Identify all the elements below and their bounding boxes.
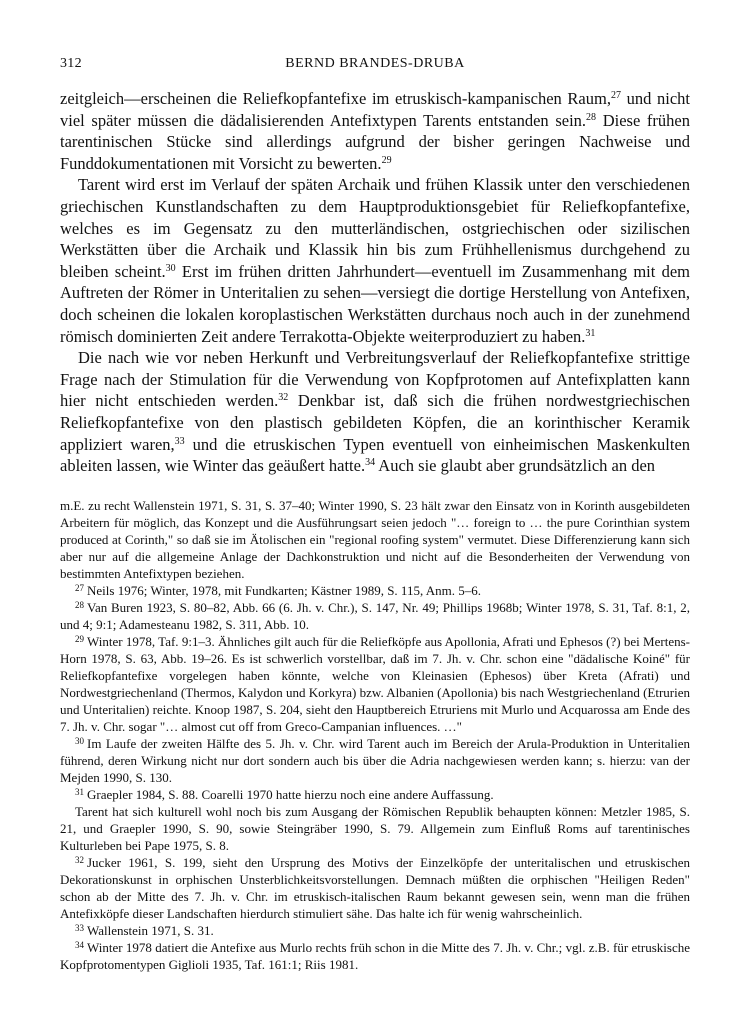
footnote-reference[interactable]: 28 [586, 111, 597, 123]
body-text-run: Auch sie glaubt aber grundsätzlich an den [375, 456, 656, 476]
footnote-number: 33 [75, 922, 84, 933]
body-text-run: Erst im frühen dritten Jahrhundert—eventuell im Zusammenhang mit dem Auftreten der Römer in Unteritalien zu sehen—versiegt die dortige Herstellung von Antefixen, doch scheinen die lokalen koroplastischen Werkstätten durchaus noch auch in der zunehmend römisch dominierten Zeit andere Terrakotta-Objekte weiterproduziert zu haben. [60, 261, 690, 346]
footnote-reference[interactable]: 33 [174, 435, 185, 447]
body-paragraph [60, 174, 690, 347]
body-text-run: zeitgleich—erscheinen die Reliefkopfantefixe im etruskisch-kampanischen Raum, [60, 89, 611, 108]
running-head [60, 56, 690, 80]
body-text-run: und nicht viel später müssen die dädalisierenden Antefixtypen Tarents entstanden sein. [60, 89, 690, 130]
footnote-text: Van Buren 1923, S. 80–82, Abb. 66 (6. Jh. v. Chr.), S. 147, Nr. 49; Phillips 1968b; Winter 1978, S. 31, Taf. 8:1, 2, und 4; 9:1; Adamesteanu 1982, S. 311, Abb. 10. [60, 599, 690, 632]
footnote-number: 27 [75, 582, 84, 593]
running-title-author: BERND BRANDES-DRUBA [285, 56, 465, 71]
footnote-reference[interactable]: 32 [278, 392, 289, 404]
footnote-reference[interactable]: 27 [610, 90, 621, 101]
footnote-reference[interactable]: 34 [365, 457, 376, 469]
footnote-number: 28 [75, 599, 84, 610]
footnote [60, 599, 690, 633]
footnote [60, 633, 690, 735]
footnote-reference[interactable]: 30 [165, 262, 176, 274]
body-text [60, 88, 690, 477]
footnote-number: 34 [75, 939, 84, 950]
footnote-number: 31 [75, 786, 84, 797]
footnote-text: Jucker 1961, S. 199, sieht den Ursprung des Motivs der Einzelköpfe der unteritalischen und etruskischen Dekorationskunst in orphischen Unsterblichkeitsvorstellungen. Demnach müßten die orphischen "Heiligen Reden" schon ab der Mitte des 7. Jh. v. Chr. im etruskisch-italischen Raum bekannt gewesen sein, wenn man die frühen Antefixköpfe dieser Landschaften hierdurch stimuliert sähe. Das halte ich für wenig wahrscheinlich. [60, 854, 690, 921]
body-text-run: Diese frühen tarentinischen Stücke sind allerdings aufgrund der bisher geringen Nachweise und Funddokumentationen mit Vorsicht zu bewerten. [60, 110, 690, 173]
footnote [60, 939, 690, 973]
footnote [60, 735, 690, 786]
footnote-text: Graepler 1984, S. 88. Coarelli 1970 hatte hierzu noch eine andere Auffassung. [87, 786, 494, 802]
footnote [60, 582, 690, 599]
footnote-reference[interactable]: 29 [381, 154, 392, 166]
footnote-area [60, 497, 690, 973]
page-number: 312 [60, 56, 82, 71]
footnote-text: Wallenstein 1971, S. 31. [87, 922, 214, 938]
footnote-reference[interactable]: 31 [585, 327, 596, 339]
footnote-text: Winter 1978, Taf. 9:1–3. Ähnliches gilt auch für die Reliefköpfe aus Apollonia, Afrati und Ephesos (?) bei Mertens-Horn 1978, S. 63, Abb. 19–26. Es ist schwerlich vorstellbar, daß im 7. Jh. v. Chr. schon eine "dädalische Koiné" für Reliefkopfantefixe vorgelegen haben könnte, welche von Kleinasien (Ephesos) über Kreta (Afrati) und Nordwestgriechenland (Thermos, Kalydon und Korkyra) bzw. Albanien (Apollonia) bis nach Westgriechenland (Etrurien und Unteritalien) reichte. Knoop 1987, S. 204, sieht den Hauptbereich Etruriens mit Murlo und Acquarossa am Ende des 7. Jh. v. Chr. sogar "… almost cut off from Greco-Campanian influences. …" [60, 633, 690, 734]
footnote [60, 922, 690, 939]
footnote [60, 497, 690, 582]
body-text-run: und die etruskischen Typen eventuell von einheimischen Maskenkulten ableiten lassen, wie Winter das geäußert hatte. [60, 434, 691, 476]
body-paragraph [60, 347, 690, 477]
footnote-text: Neils 1976; Winter, 1978, mit Fundkarten; Kästner 1989, S. 115, Anm. 5–6. [87, 582, 481, 598]
footnote-number: 30 [75, 735, 84, 746]
body-paragraph [60, 88, 690, 174]
footnote [60, 854, 690, 922]
footnote-text: Im Laufe der zweiten Hälfte des 5. Jh. v. Chr. wird Tarent auch im Bereich der Arula-Produktion in Unteritalien führend, deren Wirkung nicht nur dort sondern auch bis über die Adria nachgewiesen werden kann; s. hierzu: van der Mejden 1990, S. 130. [60, 735, 690, 785]
body-text-run: Die nach wie vor neben Herkunft und Verbreitungsverlauf der Reliefkopfantefixe strittige Frage nach der Stimulation für die Verwendung von Kopfprotomen auf Antefixplatten kann hier nicht entschieden werden. [60, 348, 690, 411]
footnote-number: 29 [75, 633, 84, 644]
footnote-text: m.E. zu recht Wallenstein 1971, S. 31, S. 37–40; Winter 1990, S. 23 hält zwar den Einsatz von in Korinth ausgebildeten Arbeitern für möglich, das Konzept und die Ausführungsart seien jedoch "… foreign to … the pure Corinthian system produced at Corinth," so daß sie im Ätolischen ein "regional roofing system" vermutet. Diese Differenzierung kann sich aber nur auf die allgemeine Anlage der Dachkonstruktion und nicht auf die Besonderheiten der Verwendung von bestimmten Antefixtypen beziehen. [60, 497, 690, 581]
footnote-text: Winter 1978 datiert die Antefixe aus Murlo rechts früh schon in die Mitte des 7. Jh. v. Chr.; vgl. z.B. für etruskische Kopfprotomentypen Giglioli 1935, Taf. 161:1; Riis 1981. [60, 939, 690, 972]
footnote [60, 803, 690, 854]
page [60, 56, 690, 973]
body-text-run: Tarent wird erst im Verlauf der späten Archaik und frühen Klassik unter den verschiedenen griechischen Kunstlandschaften zu dem Hauptproduktionsgebiet für Reliefkopfantefixe, welches es im Gegensatz zu den mutterländischen, ostgriechischen oder sizilischen Werkstätten über die Archaik und Klassik hin bis zum Frühhellenismus durchgehend zu bleiben scheint. [60, 175, 690, 281]
footnote-text: Tarent hat sich kulturell wohl noch bis zum Ausgang der Römischen Republik behaupten können: Metzler 1985, S. 21, und Graepler 1990, S. 90, sowie Steingräber 1990, S. 79. Allgemein zum Einfluß Roms auf tarentinisches Kulturleben bei Pape 1975, S. 8. [60, 803, 690, 853]
footnote [60, 786, 690, 803]
body-text-run: Denkbar ist, daß sich die frühen nordwestgriechischen Reliefkopfantefixe von den plastisch gebildeten Köpfen, die an korinthischer Keramik appliziert waren, [60, 391, 690, 454]
footnote-number: 32 [75, 854, 84, 865]
